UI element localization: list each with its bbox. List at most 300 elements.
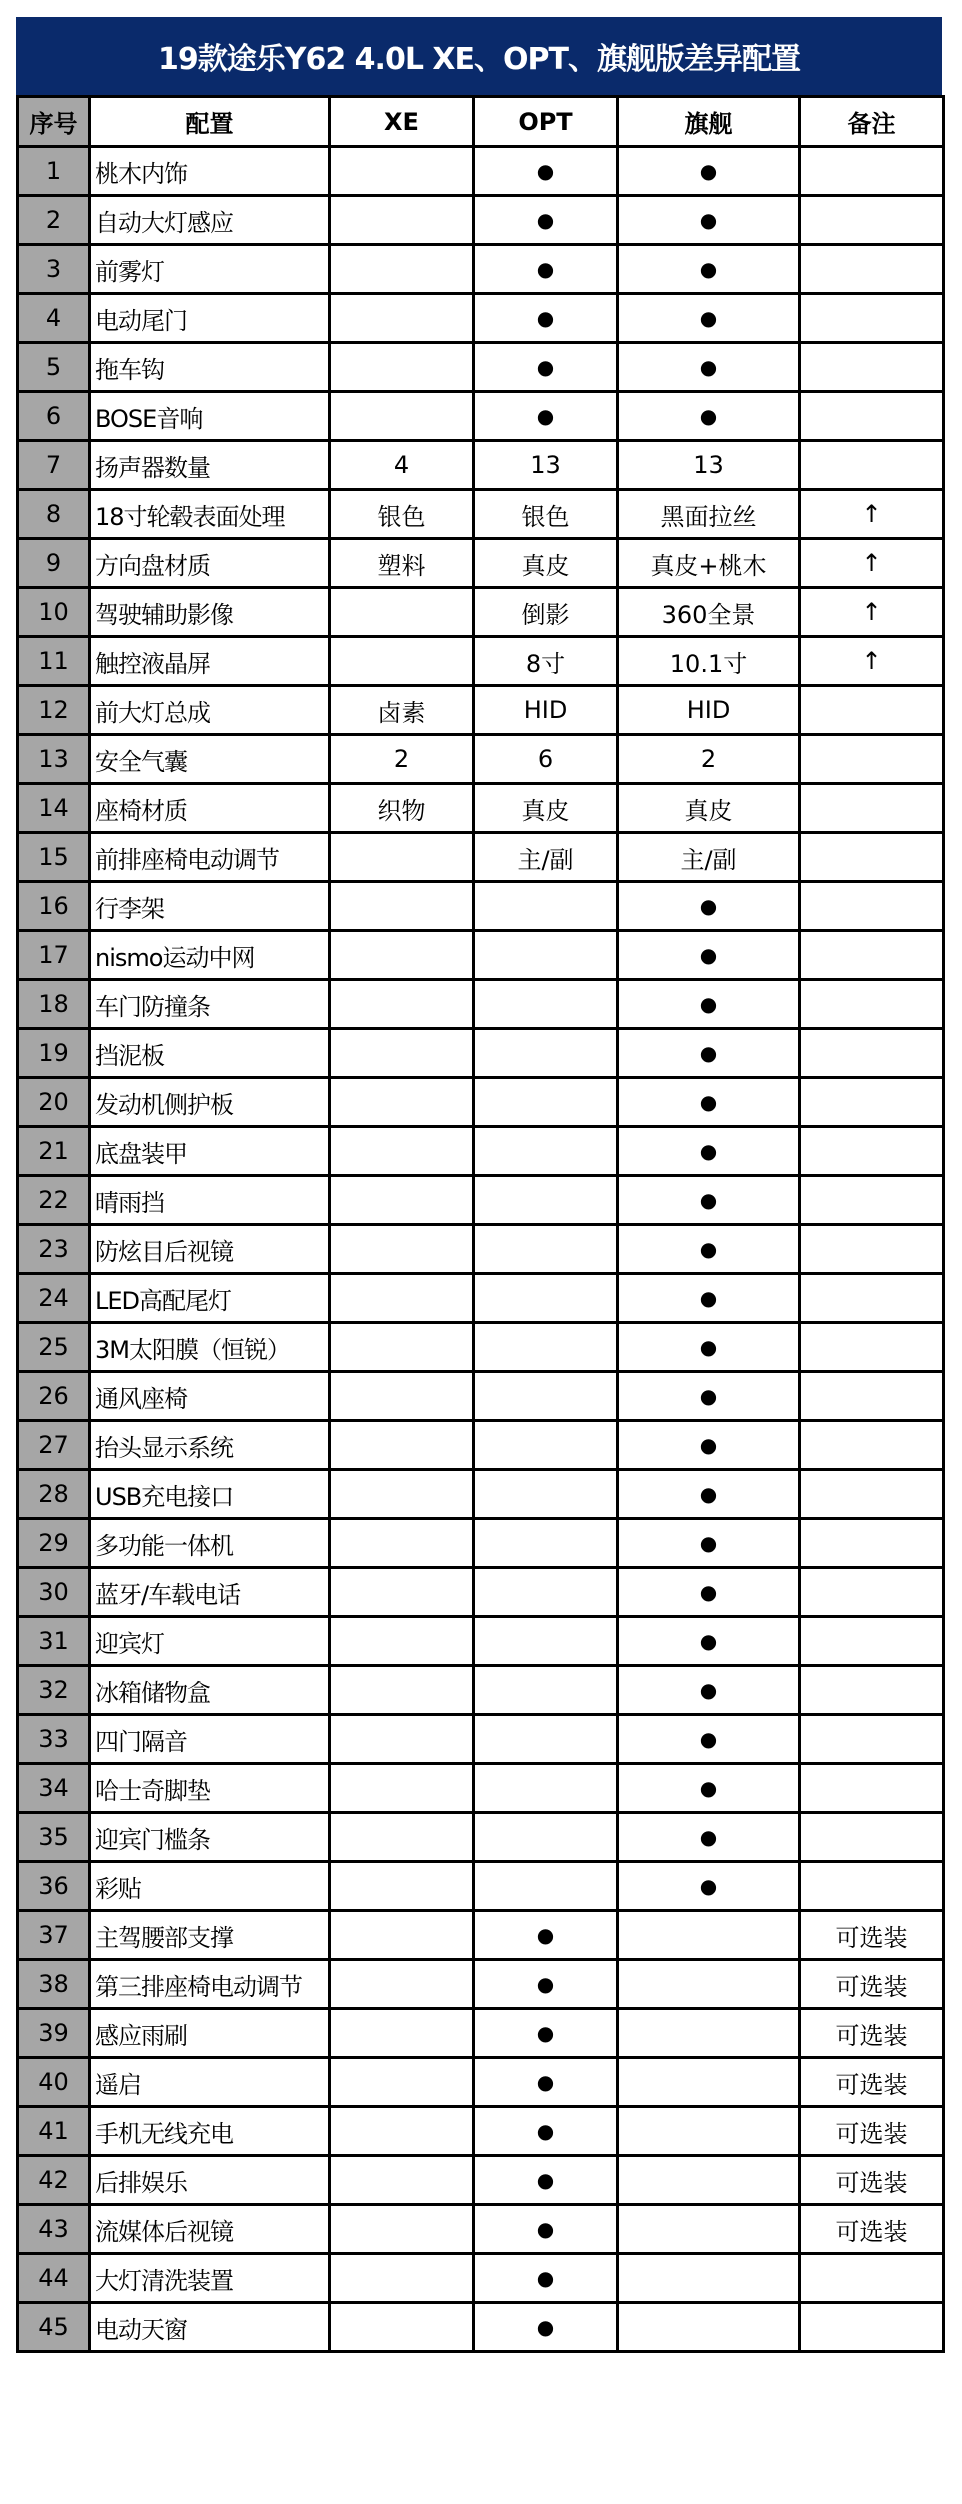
- table-row: [18, 294, 944, 343]
- note: [800, 735, 944, 784]
- config-name: 拖车钩: [90, 343, 330, 392]
- config-name: 行李架: [90, 882, 330, 931]
- row-number: 29: [18, 1519, 90, 1568]
- xe-value: [330, 931, 474, 980]
- opt-value: 13: [474, 441, 618, 490]
- row-number: 21: [18, 1127, 90, 1176]
- table-row: [18, 1960, 944, 2009]
- opt-value: ●: [474, 1911, 618, 1960]
- note: [800, 980, 944, 1029]
- table-row: [18, 490, 944, 539]
- note: 可选装: [800, 2058, 944, 2107]
- config-name: 防炫目后视镜: [90, 1225, 330, 1274]
- row-number: 10: [18, 588, 90, 637]
- flagship-value: ●: [618, 1862, 800, 1911]
- opt-value: [474, 1666, 618, 1715]
- flagship-value: [618, 1960, 800, 2009]
- row-number: 1: [18, 147, 90, 196]
- table-row: [18, 147, 944, 196]
- config-comparison-sheet: [16, 17, 942, 2353]
- opt-value: ●: [474, 2058, 618, 2107]
- flagship-value: ●: [618, 245, 800, 294]
- note: [800, 1617, 944, 1666]
- config-name: 底盘装甲: [90, 1127, 330, 1176]
- row-number: 6: [18, 392, 90, 441]
- opt-value: ●: [474, 2009, 618, 2058]
- xe-value: [330, 1078, 474, 1127]
- table-row: [18, 2156, 944, 2205]
- flagship-value: [618, 2156, 800, 2205]
- note: [800, 833, 944, 882]
- xe-value: [330, 196, 474, 245]
- note: [800, 2254, 944, 2303]
- row-number: 13: [18, 735, 90, 784]
- xe-value: [330, 1323, 474, 1372]
- config-name: 冰箱储物盒: [90, 1666, 330, 1715]
- opt-value: [474, 1813, 618, 1862]
- config-name: 3M太阳膜（恒锐）: [90, 1323, 330, 1372]
- row-number: 20: [18, 1078, 90, 1127]
- xe-value: [330, 1617, 474, 1666]
- opt-value: [474, 931, 618, 980]
- flagship-value: ●: [618, 1666, 800, 1715]
- note: ↑: [800, 490, 944, 539]
- header-flagship: 旗舰: [618, 97, 800, 147]
- note: [800, 1421, 944, 1470]
- opt-value: [474, 1519, 618, 1568]
- row-number: 40: [18, 2058, 90, 2107]
- xe-value: [330, 2254, 474, 2303]
- flagship-value: ●: [618, 1421, 800, 1470]
- xe-value: [330, 1568, 474, 1617]
- note: [800, 1127, 944, 1176]
- config-name: 电动尾门: [90, 294, 330, 343]
- xe-value: [330, 294, 474, 343]
- table-row: [18, 1911, 944, 1960]
- config-name: BOSE音响: [90, 392, 330, 441]
- table-row: [18, 784, 944, 833]
- opt-value: ●: [474, 294, 618, 343]
- row-number: 35: [18, 1813, 90, 1862]
- table-row: [18, 1568, 944, 1617]
- note: [800, 686, 944, 735]
- note: 可选装: [800, 2107, 944, 2156]
- row-number: 45: [18, 2303, 90, 2352]
- table-row: [18, 2205, 944, 2254]
- header-config: 配置: [90, 97, 330, 147]
- xe-value: [330, 588, 474, 637]
- note: [800, 147, 944, 196]
- opt-value: ●: [474, 2156, 618, 2205]
- flagship-value: ●: [618, 1813, 800, 1862]
- row-number: 16: [18, 882, 90, 931]
- config-name: 迎宾门槛条: [90, 1813, 330, 1862]
- note: [800, 343, 944, 392]
- note: [800, 1225, 944, 1274]
- row-number: 23: [18, 1225, 90, 1274]
- xe-value: [330, 1911, 474, 1960]
- config-name: 大灯清洗装置: [90, 2254, 330, 2303]
- flagship-value: ●: [618, 1176, 800, 1225]
- table-row: [18, 1274, 944, 1323]
- flagship-value: ●: [618, 1225, 800, 1274]
- opt-value: ●: [474, 2205, 618, 2254]
- config-name: 安全气囊: [90, 735, 330, 784]
- opt-value: ●: [474, 392, 618, 441]
- xe-value: [330, 1421, 474, 1470]
- flagship-value: [618, 2107, 800, 2156]
- table-row: [18, 1519, 944, 1568]
- header-no: 序号: [18, 97, 90, 147]
- opt-value: 倒影: [474, 588, 618, 637]
- table-row: [18, 1666, 944, 1715]
- table-row: [18, 196, 944, 245]
- config-name: 方向盘材质: [90, 539, 330, 588]
- xe-value: [330, 1029, 474, 1078]
- note: 可选装: [800, 2156, 944, 2205]
- header-xe: XE: [330, 97, 474, 147]
- xe-value: 塑料: [330, 539, 474, 588]
- row-number: 39: [18, 2009, 90, 2058]
- table-row: [18, 1862, 944, 1911]
- row-number: 26: [18, 1372, 90, 1421]
- opt-value: ●: [474, 2303, 618, 2352]
- row-number: 34: [18, 1764, 90, 1813]
- xe-value: [330, 1225, 474, 1274]
- row-number: 18: [18, 980, 90, 1029]
- config-name: 蓝牙/车载电话: [90, 1568, 330, 1617]
- row-number: 41: [18, 2107, 90, 2156]
- row-number: 44: [18, 2254, 90, 2303]
- opt-value: [474, 1617, 618, 1666]
- opt-value: ●: [474, 1960, 618, 2009]
- table-row: [18, 1470, 944, 1519]
- xe-value: [330, 1960, 474, 2009]
- flagship-value: HID: [618, 686, 800, 735]
- note: [800, 245, 944, 294]
- row-number: 42: [18, 2156, 90, 2205]
- xe-value: [330, 833, 474, 882]
- xe-value: [330, 1274, 474, 1323]
- opt-value: 主/副: [474, 833, 618, 882]
- config-name: 电动天窗: [90, 2303, 330, 2352]
- row-number: 5: [18, 343, 90, 392]
- opt-value: [474, 1372, 618, 1421]
- xe-value: [330, 147, 474, 196]
- table-row: [18, 2254, 944, 2303]
- opt-value: [474, 980, 618, 1029]
- flagship-value: [618, 2205, 800, 2254]
- table-row: [18, 833, 944, 882]
- row-number: 19: [18, 1029, 90, 1078]
- note: [800, 392, 944, 441]
- xe-value: [330, 245, 474, 294]
- table-row: [18, 1372, 944, 1421]
- note: [800, 1813, 944, 1862]
- xe-value: [330, 1666, 474, 1715]
- row-number: 15: [18, 833, 90, 882]
- xe-value: 银色: [330, 490, 474, 539]
- config-name: 扬声器数量: [90, 441, 330, 490]
- row-number: 8: [18, 490, 90, 539]
- flagship-value: ●: [618, 1372, 800, 1421]
- xe-value: [330, 980, 474, 1029]
- row-number: 27: [18, 1421, 90, 1470]
- note: ↑: [800, 637, 944, 686]
- xe-value: [330, 2009, 474, 2058]
- config-name: 前排座椅电动调节: [90, 833, 330, 882]
- opt-value: [474, 1323, 618, 1372]
- table-row: [18, 539, 944, 588]
- xe-value: [330, 2058, 474, 2107]
- table-row: [18, 588, 944, 637]
- flagship-value: ●: [618, 294, 800, 343]
- flagship-value: [618, 2303, 800, 2352]
- note: [800, 196, 944, 245]
- config-name: 发动机侧护板: [90, 1078, 330, 1127]
- note: ↑: [800, 588, 944, 637]
- opt-value: ●: [474, 343, 618, 392]
- xe-value: [330, 1372, 474, 1421]
- config-name: 四门隔音: [90, 1715, 330, 1764]
- sheet-title: 19款途乐Y62 4.0L XE、OPT、旗舰版差异配置: [16, 17, 942, 95]
- opt-value: [474, 1029, 618, 1078]
- row-number: 30: [18, 1568, 90, 1617]
- config-name: 座椅材质: [90, 784, 330, 833]
- flagship-value: ●: [618, 343, 800, 392]
- table-row: [18, 343, 944, 392]
- opt-value: [474, 1225, 618, 1274]
- opt-value: ●: [474, 196, 618, 245]
- config-table: [16, 95, 945, 2353]
- table-row: [18, 931, 944, 980]
- note: [800, 1568, 944, 1617]
- opt-value: 银色: [474, 490, 618, 539]
- opt-value: [474, 1470, 618, 1519]
- note: [800, 1176, 944, 1225]
- flagship-value: ●: [618, 392, 800, 441]
- xe-value: 2: [330, 735, 474, 784]
- note: [800, 1764, 944, 1813]
- flagship-value: 360全景: [618, 588, 800, 637]
- flagship-value: 真皮+桃木: [618, 539, 800, 588]
- opt-value: [474, 1568, 618, 1617]
- row-number: 28: [18, 1470, 90, 1519]
- config-name: 通风座椅: [90, 1372, 330, 1421]
- opt-value: [474, 1421, 618, 1470]
- header-row: [18, 97, 944, 147]
- table-row: [18, 637, 944, 686]
- note: 可选装: [800, 1911, 944, 1960]
- config-name: 触控液晶屏: [90, 637, 330, 686]
- flagship-value: ●: [618, 1274, 800, 1323]
- opt-value: [474, 882, 618, 931]
- row-number: 9: [18, 539, 90, 588]
- table-row: [18, 1029, 944, 1078]
- header-note: 备注: [800, 97, 944, 147]
- opt-value: [474, 1078, 618, 1127]
- flagship-value: ●: [618, 1323, 800, 1372]
- xe-value: 卤素: [330, 686, 474, 735]
- header-opt: OPT: [474, 97, 618, 147]
- config-name: 前雾灯: [90, 245, 330, 294]
- row-number: 3: [18, 245, 90, 294]
- xe-value: 4: [330, 441, 474, 490]
- flagship-value: [618, 2009, 800, 2058]
- row-number: 24: [18, 1274, 90, 1323]
- config-name: 晴雨挡: [90, 1176, 330, 1225]
- config-name: 车门防撞条: [90, 980, 330, 1029]
- config-name: 感应雨刷: [90, 2009, 330, 2058]
- row-number: 31: [18, 1617, 90, 1666]
- flagship-value: ●: [618, 147, 800, 196]
- opt-value: 8寸: [474, 637, 618, 686]
- opt-value: 6: [474, 735, 618, 784]
- note: [800, 441, 944, 490]
- table-row: [18, 1323, 944, 1372]
- flagship-value: [618, 2058, 800, 2107]
- opt-value: [474, 1176, 618, 1225]
- table-row: [18, 441, 944, 490]
- config-name: USB充电接口: [90, 1470, 330, 1519]
- note: ↑: [800, 539, 944, 588]
- opt-value: [474, 1127, 618, 1176]
- config-name: 18寸轮毂表面处理: [90, 490, 330, 539]
- opt-value: HID: [474, 686, 618, 735]
- table-row: [18, 1078, 944, 1127]
- note: [800, 1274, 944, 1323]
- table-row: [18, 1176, 944, 1225]
- table-row: [18, 1225, 944, 1274]
- note: 可选装: [800, 2205, 944, 2254]
- note: [800, 294, 944, 343]
- row-number: 4: [18, 294, 90, 343]
- flagship-value: ●: [618, 1470, 800, 1519]
- row-number: 25: [18, 1323, 90, 1372]
- row-number: 14: [18, 784, 90, 833]
- table-row: [18, 735, 944, 784]
- table-row: [18, 2107, 944, 2156]
- config-name: 第三排座椅电动调节: [90, 1960, 330, 2009]
- table-row: [18, 2058, 944, 2107]
- note: [800, 1078, 944, 1127]
- config-name: 多功能一体机: [90, 1519, 330, 1568]
- config-name: 流媒体后视镜: [90, 2205, 330, 2254]
- xe-value: [330, 2107, 474, 2156]
- config-name: 自动大灯感应: [90, 196, 330, 245]
- config-name: LED高配尾灯: [90, 1274, 330, 1323]
- note: [800, 1519, 944, 1568]
- note: [800, 1715, 944, 1764]
- flagship-value: ●: [618, 1617, 800, 1666]
- note: [800, 882, 944, 931]
- xe-value: [330, 2205, 474, 2254]
- config-name: 彩贴: [90, 1862, 330, 1911]
- xe-value: 织物: [330, 784, 474, 833]
- table-row: [18, 1764, 944, 1813]
- note: [800, 1372, 944, 1421]
- table-row: [18, 2009, 944, 2058]
- opt-value: [474, 1715, 618, 1764]
- table-row: [18, 980, 944, 1029]
- flagship-value: ●: [618, 980, 800, 1029]
- config-name: 迎宾灯: [90, 1617, 330, 1666]
- xe-value: [330, 1764, 474, 1813]
- note: 可选装: [800, 1960, 944, 2009]
- xe-value: [330, 1715, 474, 1764]
- config-name: 哈士奇脚垫: [90, 1764, 330, 1813]
- flagship-value: ●: [618, 1519, 800, 1568]
- flagship-value: 10.1寸: [618, 637, 800, 686]
- xe-value: [330, 1813, 474, 1862]
- row-number: 17: [18, 931, 90, 980]
- table-row: [18, 245, 944, 294]
- row-number: 22: [18, 1176, 90, 1225]
- config-name: 前大灯总成: [90, 686, 330, 735]
- flagship-value: 黑面拉丝: [618, 490, 800, 539]
- row-number: 32: [18, 1666, 90, 1715]
- row-number: 43: [18, 2205, 90, 2254]
- table-row: [18, 686, 944, 735]
- config-name: 主驾腰部支撑: [90, 1911, 330, 1960]
- opt-value: [474, 1764, 618, 1813]
- flagship-value: ●: [618, 196, 800, 245]
- row-number: 11: [18, 637, 90, 686]
- note: [800, 784, 944, 833]
- note: [800, 1470, 944, 1519]
- opt-value: ●: [474, 2107, 618, 2156]
- config-name: 后排娱乐: [90, 2156, 330, 2205]
- xe-value: [330, 1519, 474, 1568]
- flagship-value: [618, 1911, 800, 1960]
- opt-value: ●: [474, 147, 618, 196]
- note: [800, 1666, 944, 1715]
- opt-value: ●: [474, 2254, 618, 2303]
- row-number: 37: [18, 1911, 90, 1960]
- row-number: 2: [18, 196, 90, 245]
- note: [800, 931, 944, 980]
- flagship-value: ●: [618, 931, 800, 980]
- table-row: [18, 1715, 944, 1764]
- flagship-value: 真皮: [618, 784, 800, 833]
- row-number: 33: [18, 1715, 90, 1764]
- config-name: 抬头显示系统: [90, 1421, 330, 1470]
- flagship-value: 主/副: [618, 833, 800, 882]
- xe-value: [330, 1470, 474, 1519]
- config-name: 遥启: [90, 2058, 330, 2107]
- opt-value: 真皮: [474, 784, 618, 833]
- xe-value: [330, 1127, 474, 1176]
- opt-value: 真皮: [474, 539, 618, 588]
- note: [800, 2303, 944, 2352]
- row-number: 7: [18, 441, 90, 490]
- xe-value: [330, 343, 474, 392]
- row-number: 38: [18, 1960, 90, 2009]
- row-number: 12: [18, 686, 90, 735]
- flagship-value: ●: [618, 882, 800, 931]
- xe-value: [330, 637, 474, 686]
- note: 可选装: [800, 2009, 944, 2058]
- flagship-value: 13: [618, 441, 800, 490]
- opt-value: ●: [474, 245, 618, 294]
- table-row: [18, 392, 944, 441]
- xe-value: [330, 1862, 474, 1911]
- opt-value: [474, 1274, 618, 1323]
- table-row: [18, 1421, 944, 1470]
- flagship-value: ●: [618, 1764, 800, 1813]
- xe-value: [330, 1176, 474, 1225]
- opt-value: [474, 1862, 618, 1911]
